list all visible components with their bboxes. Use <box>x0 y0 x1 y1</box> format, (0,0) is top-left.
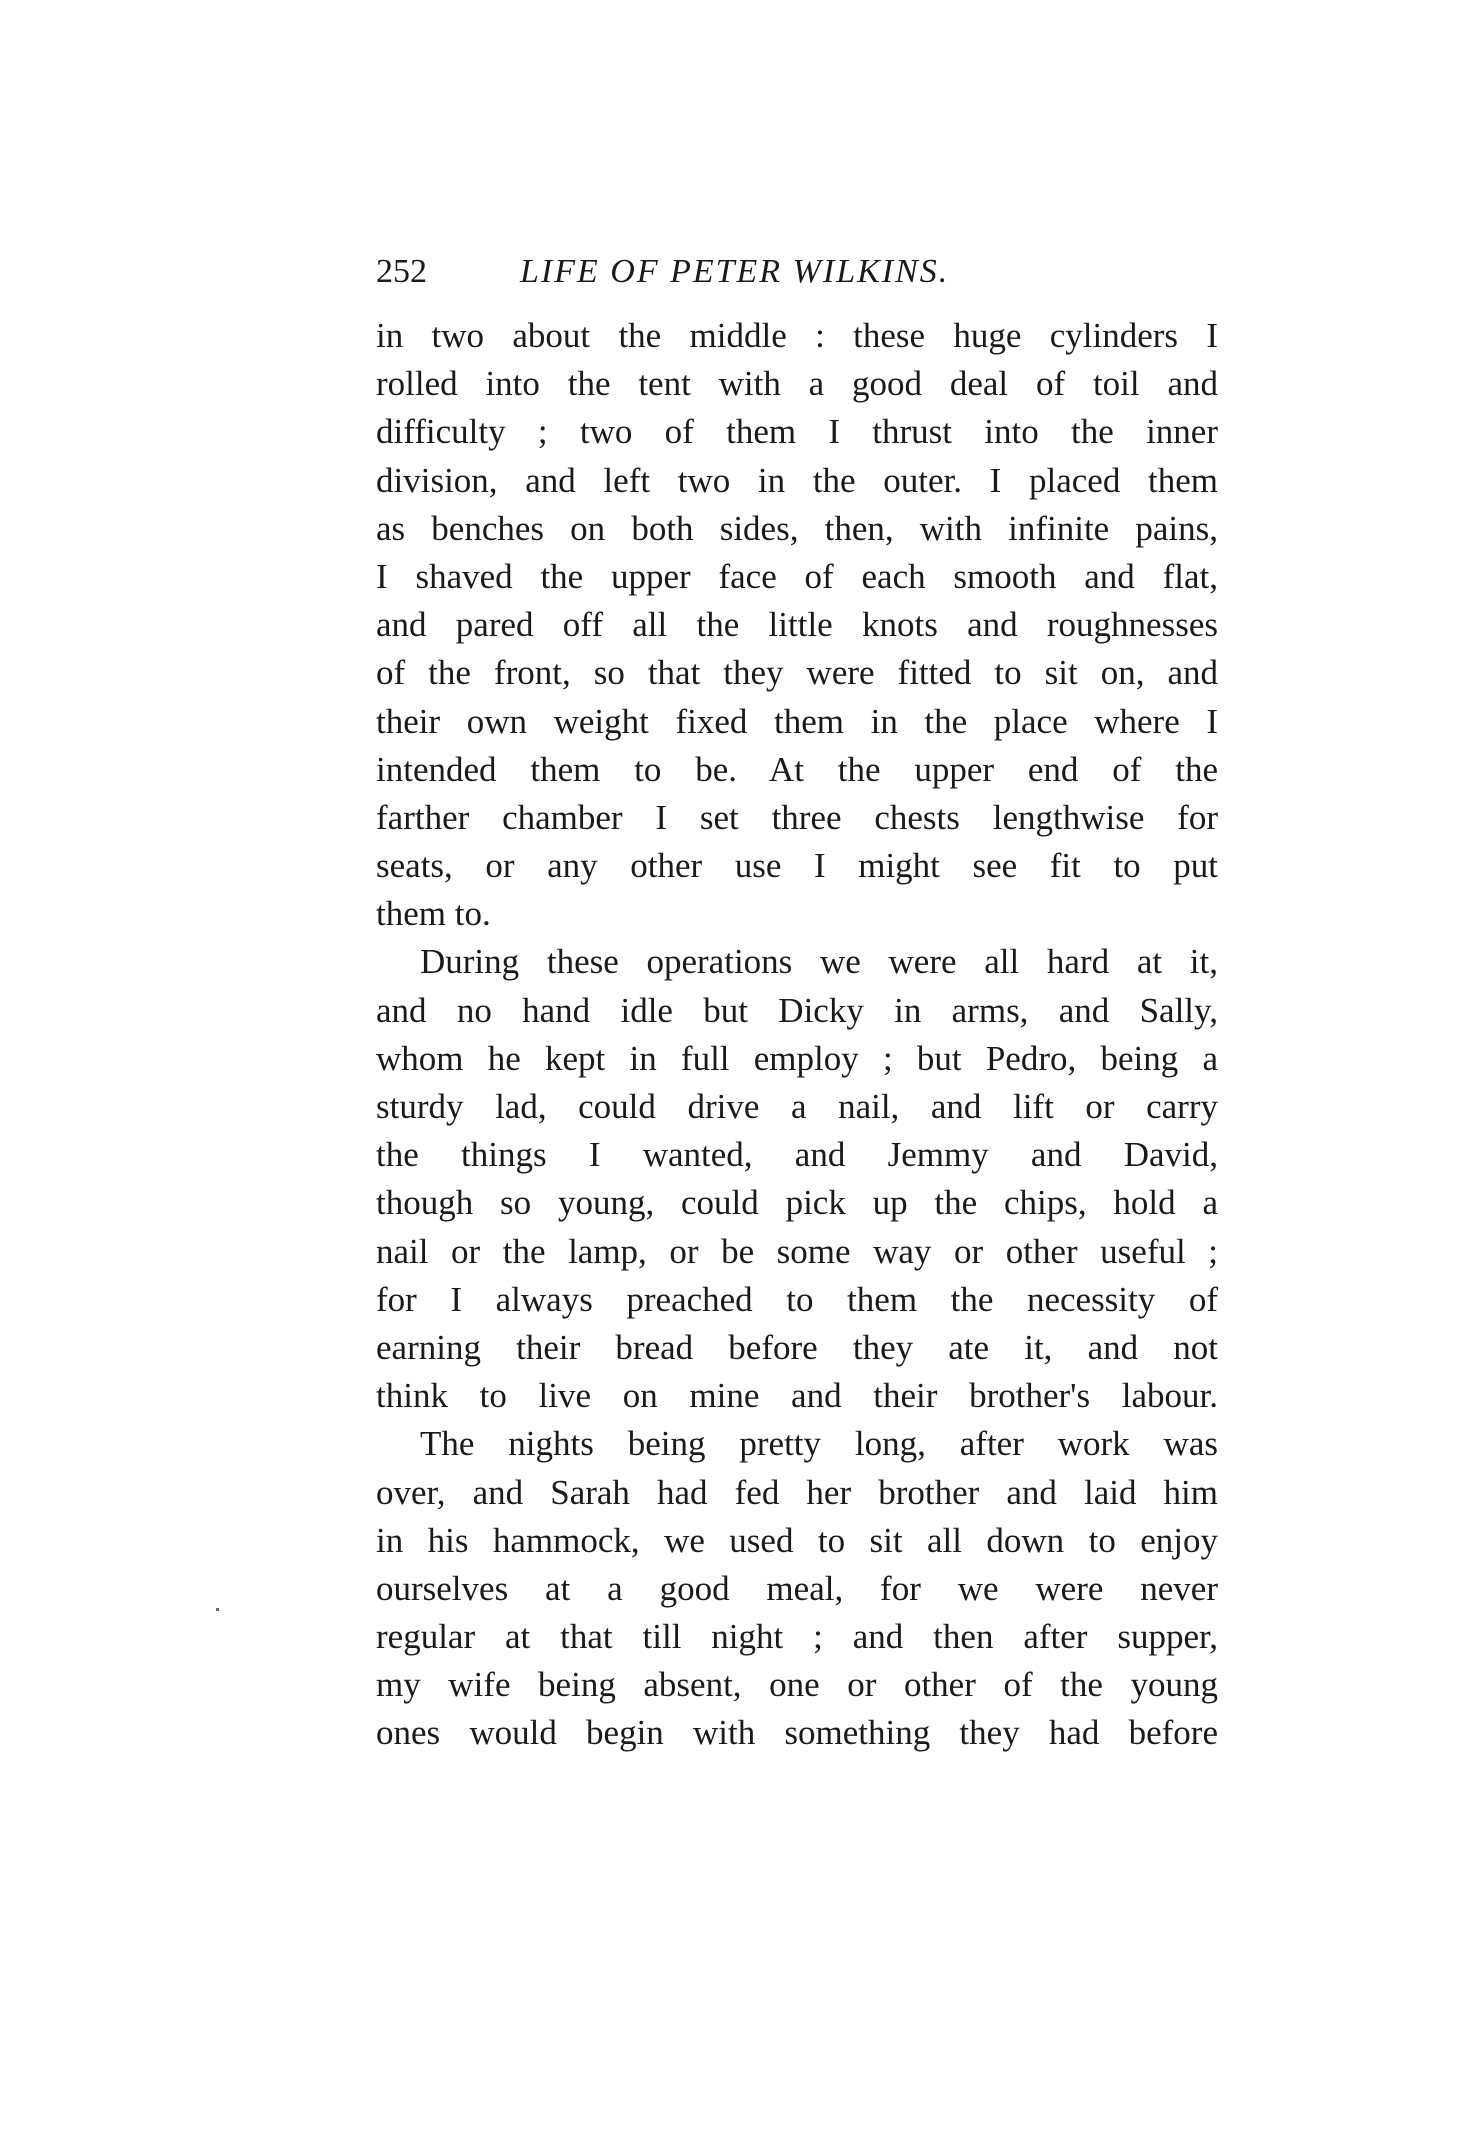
text-line: rolled into the tent with a good deal of toil and <box>376 364 1218 404</box>
text-line: whom he kept in full employ ; but Pedro, being a <box>376 1038 1218 1078</box>
running-head <box>376 246 1218 298</box>
body-text <box>376 312 1218 1758</box>
text-line: ourselves at a good meal, for we were never <box>376 1568 1218 1608</box>
text-line: earning their bread before they ate it, and not <box>376 1327 1218 1367</box>
text-line: I shaved the upper face of each smooth and flat, <box>376 556 1218 596</box>
paragraph-1 <box>376 312 1218 938</box>
text-line: their own weight fixed them in the place where I <box>376 701 1218 741</box>
text-line: difficulty ; two of them I thrust into the inner <box>376 412 1218 452</box>
text-line: intended them to be. At the upper end of the <box>376 749 1218 789</box>
text-line: farther chamber I set three chests lengthwise for <box>376 797 1218 837</box>
text-line: as benches on both sides, then, with infinite pains, <box>376 508 1218 548</box>
text-line: in two about the middle : these huge cylinders I <box>376 316 1218 355</box>
paragraph-2 <box>376 938 1218 1420</box>
text-line: over, and Sarah had fed her brother and laid him <box>376 1472 1218 1512</box>
text-line: for I always preached to them the necessity of <box>376 1279 1218 1319</box>
text-line: During these operations we were all hard at it, <box>420 942 1218 982</box>
paragraph-3 <box>376 1420 1218 1757</box>
text-line: think to live on mine and their brother's labour. <box>376 1376 1218 1416</box>
text-line: and pared off all the little knots and roughnesses <box>376 605 1218 645</box>
text-line: and no hand idle but Dicky in arms, and Sally, <box>376 990 1218 1030</box>
print-speck <box>216 1608 219 1611</box>
text-line: sturdy lad, could drive a nail, and lift or carry <box>376 1087 1218 1126</box>
text-line: The nights being pretty long, after work was <box>420 1424 1218 1464</box>
page-number: 252 <box>376 253 427 290</box>
text-line: the things I wanted, and Jemmy and David, <box>376 1135 1218 1175</box>
text-line: regular at that till night ; and then after supper, <box>376 1617 1218 1657</box>
text-line: seats, or any other use I might see fit to put <box>376 846 1218 886</box>
text-line: in his hammock, we used to sit all down to enjoy <box>376 1520 1218 1560</box>
text-line: my wife being absent, one or other of the young <box>376 1665 1218 1705</box>
text-line: though so young, could pick up the chips, hold a <box>376 1183 1218 1223</box>
text-line: of the front, so that they were fitted to sit on, and <box>376 653 1218 693</box>
text-line: nail or the lamp, or be some way or other useful ; <box>376 1231 1218 1271</box>
text-line: ones would begin with something they had before <box>376 1713 1218 1753</box>
text-line: them to. <box>376 894 491 934</box>
text-line: division, and left two in the outer. I placed them <box>376 460 1218 500</box>
running-title: LIFE OF PETER WILKINS. <box>520 253 950 290</box>
